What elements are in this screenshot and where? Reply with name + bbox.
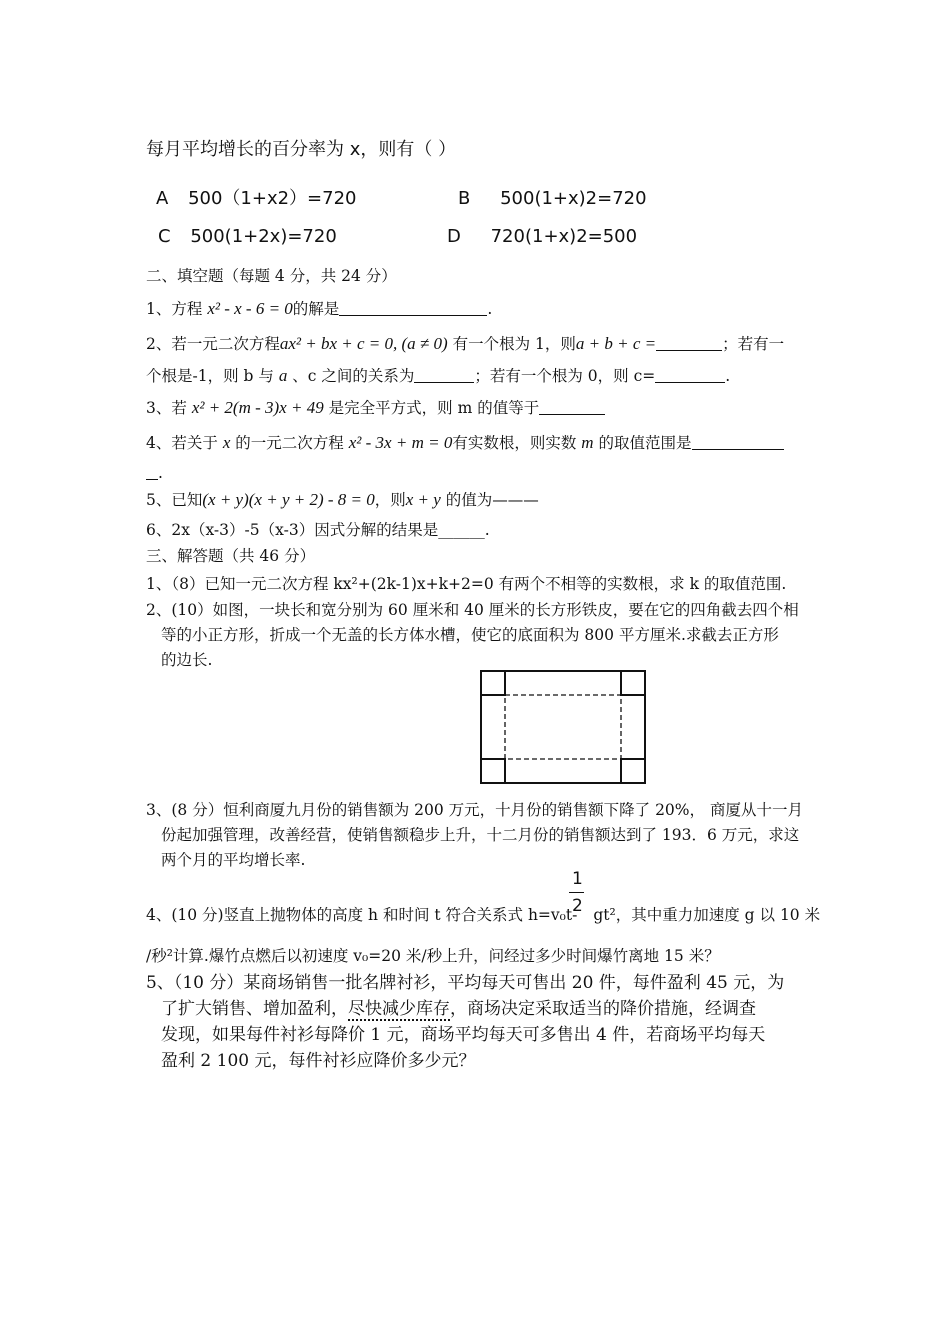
q5-line2-a: 了扩大销售、增加盈利，	[161, 999, 348, 1019]
q1-end: .	[487, 300, 493, 318]
solve-question-5-line-2	[161, 998, 756, 1020]
q4-end: .	[158, 464, 163, 482]
q4-answer-blank[interactable]	[692, 435, 784, 450]
solve-question-4-line-2: /秒²计算.爆竹点燃后以初速度 v₀=20 米/秒上升，问经过多少时间爆竹离地 15 米？	[146, 947, 720, 965]
q2-mid: 有一个根为 1，则	[452, 335, 576, 353]
section-2-title: 二、填空题（每题 4 分，共 24 分）	[146, 267, 397, 285]
solve-question-5-line-3: 发现，如果每件衬衫每降价 1 元，商场平均每天可多售出 4 件，若商场平均每天	[161, 1025, 766, 1045]
q1-label: 1、方程	[146, 300, 203, 318]
option-b	[458, 188, 647, 210]
q4-var-x: x	[222, 433, 231, 452]
q1-equation: x² - x - 6 = 0	[207, 299, 293, 318]
q5-mid: ，则	[374, 491, 406, 509]
solve-question-2-line-1: 2、(10）如图，一块长和宽分别为 60 厘米和 40 厘米的长方形铁皮，要在它的四角截去四个相	[146, 601, 799, 619]
q5-line2-c: ，商场决定采取适当的降价措施，经调查	[450, 999, 756, 1019]
q2-line2-b: 、c 之间的关系为	[292, 367, 415, 385]
option-d-letter: D	[447, 226, 461, 247]
fraction-bar	[569, 892, 584, 893]
option-a-letter: A	[156, 188, 169, 209]
solve-question-3-line-1: 3、(8 分）恒利商厦九月份的销售额为 200 万元，十月份的销售额下降了 20%， 商厦从十一月	[146, 801, 803, 819]
q2-var-a: a	[278, 366, 288, 385]
option-a	[156, 188, 357, 210]
fill-question-6: 6、2x（x-3）-5（x-3）因式分解的结果是______.	[146, 521, 490, 539]
solve-question-3-line-3: 两个月的平均增长率.	[161, 851, 306, 869]
q2-tail: ；若有一	[722, 335, 785, 353]
section-3-title: 三、解答题（共 46 分）	[146, 547, 316, 565]
solve-question-2-line-2: 等的小正方形，折成一个无盖的长方体水槽，使它的底面积为 800 平方厘米.求截去正方形	[161, 626, 779, 644]
solve-question-5-line-1: 5、（10 分）某商场销售一批名牌衬衫，平均每天可售出 20 件，每件盈利 45 元，为	[146, 973, 785, 993]
corner-square-bottom-right	[621, 759, 645, 783]
q4-equation: x² - 3x + m = 0	[348, 433, 453, 452]
q3-tail: 是完全平方式，则 m 的值等于	[328, 399, 540, 417]
q4-mid: 的一元二次方程	[235, 434, 344, 452]
corner-square-top-right	[621, 671, 645, 695]
fill-question-1	[146, 298, 492, 320]
q5-tail: 的值为———	[445, 491, 539, 509]
q2-answer-blank-2[interactable]	[414, 368, 474, 383]
q4-label: 4、若关于	[146, 434, 218, 452]
fill-question-4	[146, 432, 784, 454]
q4-tail: 的取值范围是	[598, 434, 692, 452]
q2-answer-blank-3[interactable]	[655, 368, 725, 383]
sheet-diagram	[480, 670, 648, 786]
solve-question-1: 1、（8）已知一元二次方程 kx²+(2k-1)x+k+2=0 有两个不相等的实数根，求 k 的取值范围.	[146, 575, 787, 593]
corner-square-bottom-left	[481, 759, 505, 783]
q5-equation: (x + y)(x + y + 2) - 8 = 0	[202, 490, 375, 509]
fold-line-dashed	[505, 695, 621, 759]
fill-question-3	[146, 397, 605, 419]
q2-line2-a: 个根是-1，则 b 与	[146, 367, 274, 385]
corner-square-top-left	[481, 671, 505, 695]
q2-label: 2、若一元二次方程	[146, 335, 280, 353]
solve-question-5-line-4: 盈利 2 100 元，每件衬衫应降价多少元？	[161, 1051, 476, 1071]
fill-question-5	[146, 489, 539, 511]
q3-label: 3、若	[146, 399, 187, 417]
q2-end: .	[725, 367, 731, 385]
question-continuation: 每月平均增长的百分率为 x，则有（ ）	[146, 139, 457, 160]
q5-emphasis: 尽快减少库存	[348, 999, 450, 1019]
q2-answer-blank-1[interactable]	[656, 336, 722, 351]
q4-var-m: m	[581, 433, 594, 452]
option-a-text: 500（1+x2）=720	[188, 188, 357, 209]
option-c-text: 500(1+2x)=720	[190, 226, 337, 247]
q4-mid-2: 有实数根，则实数	[452, 434, 577, 452]
q4-solve-text-b: gt²，其中重力加速度 g 以 10 米	[593, 906, 821, 924]
fill-question-2	[146, 333, 784, 355]
option-c	[158, 226, 337, 248]
q4-solve-text-a: 4、(10 分)竖直上抛物体的高度 h 和时间 t 符合关系式 h=v₀t-	[146, 906, 578, 924]
option-b-letter: B	[458, 188, 471, 209]
fraction-denominator: 2	[572, 896, 583, 916]
q2-equation-2: a + b + c =	[575, 334, 657, 353]
q2-line2-c: ；若有一个根为 0，则 c=	[474, 367, 656, 385]
solve-question-4-line-1	[146, 904, 820, 926]
option-d	[447, 226, 637, 248]
q4-answer-blank-cont[interactable]	[146, 465, 158, 480]
fill-question-2-line-2	[146, 365, 730, 387]
q3-equation: x² + 2(m - 3)x + 49	[191, 398, 324, 417]
fill-question-4-line-2	[146, 462, 163, 484]
q1-answer-blank[interactable]	[339, 301, 487, 316]
q5-label: 5、已知	[146, 491, 203, 509]
fraction-numerator: 1	[572, 869, 583, 889]
option-c-letter: C	[158, 226, 171, 247]
q3-answer-blank[interactable]	[539, 400, 605, 415]
option-d-text: 720(1+x)2=500	[490, 226, 638, 247]
solve-question-2-line-3: 的边长.	[161, 651, 213, 669]
solve-question-3-line-2: 份起加强管理，改善经营，使销售额稳步上升，十二月份的销售额达到了 193．6 万元，求这	[161, 826, 800, 844]
option-b-text: 500(1+x)2=720	[500, 188, 647, 209]
q2-equation: ax² + bx + c = 0, (a ≠ 0)	[279, 334, 448, 353]
q1-tail: 的解是	[292, 300, 340, 318]
q5-equation-2: x + y	[405, 490, 441, 509]
